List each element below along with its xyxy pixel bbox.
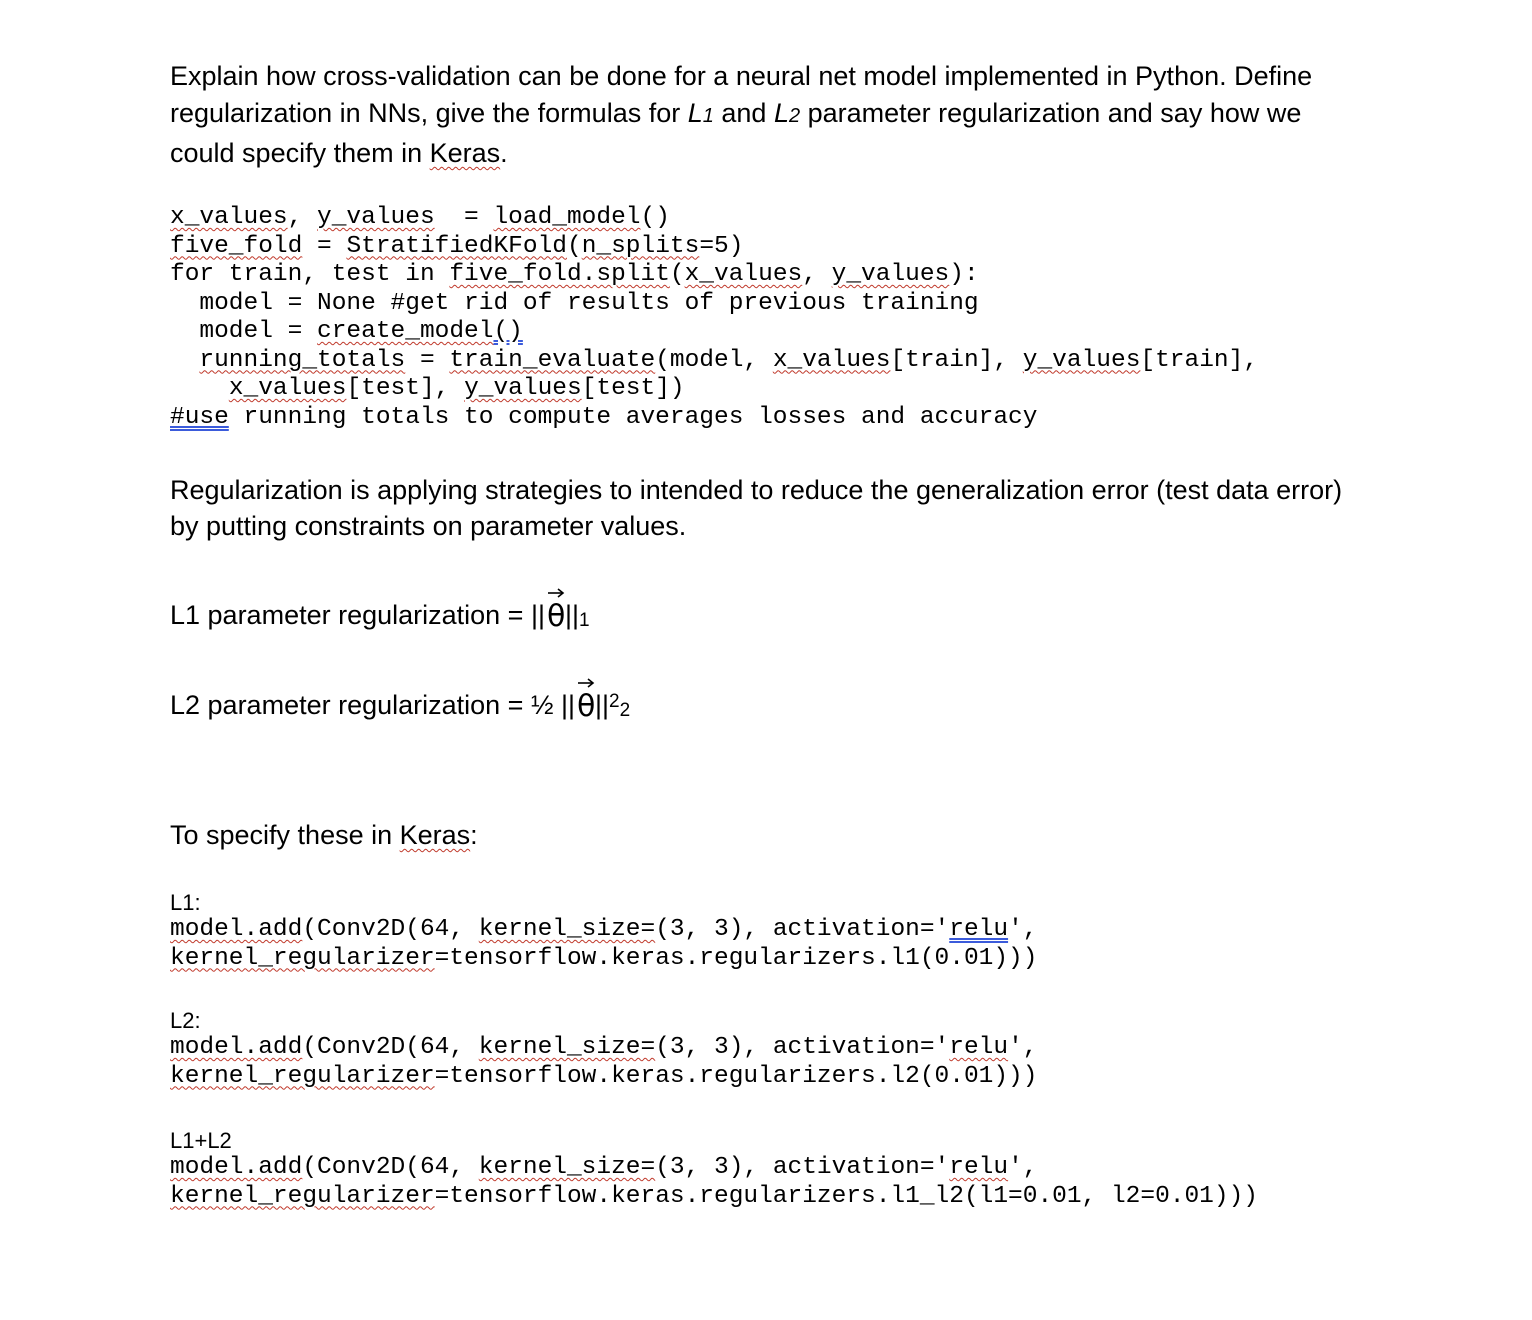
token: (	[669, 261, 685, 288]
token: ',	[1008, 1154, 1038, 1181]
l2-formula-superscript: 2	[609, 691, 620, 712]
token: StratifiedKFold	[346, 232, 567, 260]
token: kernel_regularizer	[170, 1182, 435, 1210]
l1-l2-example-label: L1+L2	[170, 1128, 232, 1153]
token: x_values	[684, 261, 803, 288]
token: :	[470, 820, 478, 850]
token: [train],	[1140, 346, 1259, 374]
code-line-5	[170, 318, 1258, 347]
token	[170, 347, 199, 374]
code-line	[170, 1063, 1037, 1092]
question-keras-word: Keras	[429, 138, 501, 168]
keras-heading	[170, 817, 478, 853]
regularization-definition: Regularization is applying strategies to intended to reduce the generalization error (test data error) by putting constraints on parameter values.	[170, 475, 1343, 541]
theta-glyph: θ	[577, 689, 596, 720]
l1-letter: L	[687, 98, 703, 128]
token: kernel_regularizer	[170, 1062, 435, 1090]
token: =tensorflow.keras.regularizers.l1(0.01)))	[434, 944, 1038, 972]
token: kernel_size=	[478, 916, 656, 943]
token: To specify these in	[170, 820, 400, 850]
token: =	[302, 232, 347, 260]
token: #use	[170, 403, 229, 431]
token: (	[566, 232, 582, 260]
token: =5)	[699, 232, 744, 260]
token: kernel_size=	[478, 1034, 656, 1061]
code-line	[170, 1154, 1258, 1183]
code-line-4: model = None #get rid of results of previous training	[170, 289, 979, 317]
l2-subscript: 2	[788, 105, 801, 127]
token: (3, 3), activation='	[655, 1034, 950, 1061]
token: (3, 3), activation='	[655, 916, 950, 943]
token	[170, 375, 229, 402]
token: y_values	[831, 261, 950, 288]
token: y_values	[1022, 346, 1141, 374]
l2-formula-label: L2 parameter regularization = ½ ||	[170, 690, 575, 720]
token: kernel_size=	[478, 1154, 656, 1181]
token: relu	[949, 1154, 1009, 1181]
l1-subscript: 1	[702, 105, 714, 127]
code-line-2	[170, 233, 1258, 262]
token: model.add	[170, 1154, 303, 1181]
question-text	[170, 58, 1370, 172]
l1-l2-keras-example	[170, 1128, 1258, 1211]
token: (model,	[655, 346, 773, 374]
token: ()	[640, 204, 670, 231]
token: Keras	[399, 820, 471, 850]
token: for train, test in	[170, 261, 450, 288]
l1-formula	[170, 596, 590, 639]
token: ,	[802, 261, 832, 288]
code-line-6	[170, 347, 1258, 376]
token: running totals to compute averages losses and accuracy	[228, 403, 1038, 431]
token: =	[434, 204, 494, 231]
l1-example-code	[170, 916, 1037, 973]
token: (3, 3), activation='	[655, 1154, 950, 1181]
l2-formula-subscript: 2	[619, 700, 631, 721]
token: ',	[1008, 916, 1038, 943]
l2-keras-example	[170, 1008, 1037, 1091]
token: relu	[949, 916, 1009, 943]
question-part2: parameter regularization and say how we could specify them in	[170, 98, 1302, 168]
token: model.add	[170, 916, 303, 943]
token: [test])	[581, 375, 685, 402]
token: kernel_regularizer	[170, 944, 435, 972]
token: [train],	[890, 346, 1023, 374]
token: ):	[949, 261, 979, 288]
l2-formula-close: ||	[595, 690, 610, 720]
token: x_values	[772, 346, 891, 374]
l2-example-code	[170, 1034, 1037, 1091]
token: =tensorflow.keras.regularizers.l2(0.01)))	[434, 1062, 1038, 1090]
token: y_values	[464, 375, 582, 402]
theta-vector-symbol	[545, 596, 565, 628]
code-line	[170, 916, 1037, 945]
token: =tensorflow.keras.regularizers.l1_l2(l1=0.01, l2=0.01)))	[434, 1182, 1258, 1210]
token: =	[405, 346, 450, 374]
code-line	[170, 1183, 1258, 1212]
l1-formula-label: L1 parameter regularization = ||	[170, 600, 545, 630]
token: y_values	[317, 204, 435, 231]
token: create_model	[317, 318, 494, 345]
token: ()	[493, 318, 523, 345]
code-line	[170, 1034, 1037, 1063]
question-part1: Explain how cross-validation can be done for a neural net model implemented in Python. Define regularization in NNs, give the formulas for	[170, 61, 1313, 128]
l1-l2-example-code	[170, 1154, 1258, 1211]
l2-letter: L	[773, 98, 789, 128]
l2-example-label: L2:	[170, 1008, 201, 1033]
token: five_fold	[170, 232, 303, 260]
code-line-1	[170, 204, 1258, 233]
l2-formula	[170, 684, 630, 729]
token: five_fold.split	[449, 261, 670, 288]
token: x_values	[228, 375, 347, 402]
token: (Conv2D(64,	[302, 1154, 479, 1181]
code-line-8	[170, 404, 1258, 433]
token: relu	[949, 1034, 1009, 1061]
token: model =	[170, 318, 318, 345]
cross-validation-code	[170, 204, 1258, 432]
token: n_splits	[581, 232, 700, 260]
token: train_evaluate	[449, 346, 656, 374]
token: model.add	[170, 1034, 303, 1061]
theta-vector-symbol	[575, 686, 595, 718]
question-and: and	[713, 98, 774, 128]
code-line	[170, 945, 1037, 974]
token: ,	[287, 204, 318, 231]
token: [test],	[346, 375, 465, 402]
theta-glyph: θ	[546, 599, 566, 630]
question-end: .	[500, 138, 508, 168]
l1-example-label: L1:	[170, 890, 201, 915]
token: (Conv2D(64,	[302, 916, 479, 943]
code-line-7	[170, 375, 1258, 404]
code-line-3	[170, 261, 1258, 290]
token: ',	[1008, 1034, 1038, 1061]
l1-keras-example	[170, 890, 1037, 973]
l1-formula-subscript: 1	[579, 610, 590, 631]
token: load_model	[493, 204, 641, 231]
l1-formula-close: ||	[564, 600, 580, 630]
token: (Conv2D(64,	[302, 1034, 479, 1061]
token: x_values	[170, 204, 288, 231]
token: running_totals	[199, 346, 406, 374]
document-page	[170, 58, 1370, 1210]
